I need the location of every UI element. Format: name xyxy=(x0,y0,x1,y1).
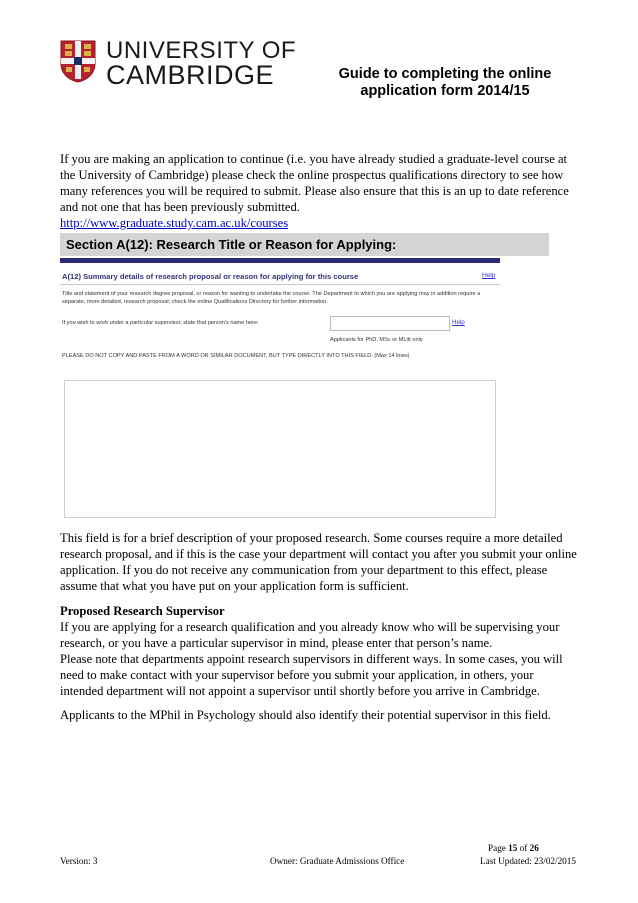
field-note-text: This field is for a brief description of your proposed research. Some courses require a more detailed research proposal, and if this is the case your department will contact you after you submit your online application. If you do not receive any communication from your department to this effect, please assume that what you have put on your application form is sufficient. xyxy=(60,531,577,593)
footer-updated: Last Updated: 23/02/2015 xyxy=(480,856,576,866)
university-crest-logo xyxy=(60,40,96,83)
form-divider xyxy=(60,284,500,285)
logo-text-line1: UNIVERSITY OF xyxy=(106,37,297,64)
form-screenshot xyxy=(60,258,504,520)
research-summary-textarea[interactable] xyxy=(64,380,496,518)
page-number: 15 xyxy=(508,843,518,853)
page-prefix: Page xyxy=(488,843,506,853)
form-heading: A(12) Summary details of research proposal or reason for applying for this course xyxy=(62,272,359,281)
intro-paragraph xyxy=(60,151,580,231)
section-header-bar xyxy=(60,233,549,256)
paste-warning: PLEASE DO NOT COPY AND PASTE FROM A WORD OR SIMILAR DOCUMENT, BUT TYPE DIRECTLY INTO THIS FIELD. (Max 14 lines) xyxy=(62,353,410,359)
footer-version: Version: 3 xyxy=(60,856,98,866)
intro-text: If you are making an application to continue (i.e. you have already studied a graduate-level course at the University of Cambridge) please check the online prospectus qualifications directory to see how many references you will be required to submit. Please also ensure that this is an up to date reference and not one that has been previously submitted. xyxy=(60,152,569,214)
supervisor-help-link[interactable]: Help xyxy=(452,319,465,326)
form-top-bar xyxy=(60,258,500,263)
form-help-link[interactable]: Help xyxy=(482,272,496,279)
supervisor-hint: Applicants for PhD, MSc or MLitt only xyxy=(330,337,423,343)
document-title-line2: application form 2014/15 xyxy=(360,83,530,99)
document-title xyxy=(300,66,590,100)
supervisor-label: If you wish to work under a particular supervisor, state that person's name here: xyxy=(62,320,259,326)
supervisor-paragraph-2: Please note that departments appoint research supervisors in different ways. In some cases, you will need to make contact with your supervisor before you submit your application, in others, your intended department will not appoint a supervisor until shortly before you arrive in Cambridge. xyxy=(60,652,563,698)
field-note-paragraph xyxy=(60,530,580,594)
section-title: Section A(12): Research Title or Reason for Applying: xyxy=(66,237,397,252)
supervisor-paragraph-1: If you are applying for a research qualification and you already know who will be supervising your research, or you have a particular supervisor in mind, please enter that person’s name. xyxy=(60,620,560,650)
courses-link[interactable]: http://www.graduate.study.cam.ac.uk/courses xyxy=(60,216,289,230)
page-total: 26 xyxy=(529,843,539,853)
form-description: Title and statement of your research degree proposal, or reason for wanting to undertake the course. The Department to which you are applying may in addition require a separate, more detailed, research proposal; check the online Qualifications Directory for further information. xyxy=(62,291,481,305)
document-title-line1: Guide to completing the online xyxy=(338,66,552,82)
page-of: of xyxy=(519,843,528,853)
supervisor-input[interactable] xyxy=(330,316,450,331)
psychology-note-text: Applicants to the MPhil in Psychology should also identify their potential supervisor in this field. xyxy=(60,708,551,722)
supervisor-heading: Proposed Research Supervisor xyxy=(60,604,225,618)
page-indicator xyxy=(488,843,539,854)
footer-owner: Owner: Graduate Admissions Office xyxy=(270,856,405,866)
logo-text-line2: CAMBRIDGE xyxy=(106,60,275,90)
supervisor-section xyxy=(60,603,580,699)
psychology-note-paragraph xyxy=(60,707,580,723)
